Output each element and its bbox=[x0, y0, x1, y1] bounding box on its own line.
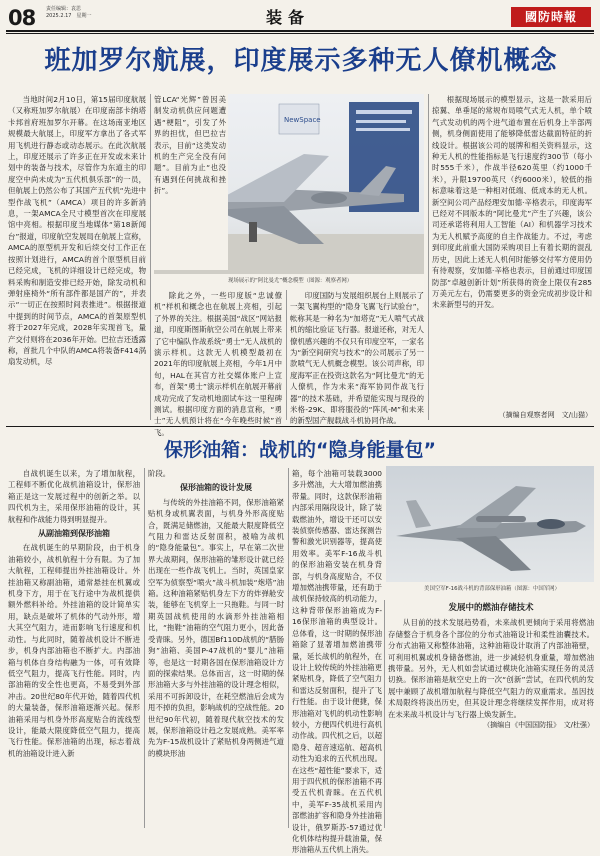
article1-col2-top: 管LCA“光辉”曾因美制发动机供应问题遭遇“梗阻”，引发了外界的担忧，但巴拉吉表示，目前“这类发动机的生产完全没有问题”。目前为止“也没有遇到任何挑战和挫折”。 bbox=[154, 94, 228, 270]
column-divider bbox=[286, 290, 287, 420]
date-line: 2025.2.17 星期一 bbox=[46, 13, 92, 19]
article2-col2: 阶段。 保形油箱的设计发展 与传统的外挂油箱不同，保形油箱紧贴机身或机翼表面，与机身外形高度贴合，既满足储燃油，又能最大限度降低空气阻力和雷达反射面积，被喻为战机的“隐身能量包”。事实上，早在第二次世界大战期间，保形油箱的雏形设计就已经出现在一些作战飞机上。当时，英国皇家空军为侦察型“喷火”战斗机加装“炮塔”油箱。这种油箱紧贴机身左下方的炸弹舱安装，能够在飞机穿上一只拖鞋。与同一时期英国战机使用的水滴形外挂油箱相比，“拖鞋”油箱的空气阻力更小，因此备受青睐。另外，德国Bf110D战机的“腊肠狗”油箱、美国P-47战机的“婴儿”油箱等，也是这一时期各国在保形油箱设计方面的探索结果。总体而言，这一时期的保形油箱大多与外挂油箱的设计理念相似，采用不可拆卸设计，在耗空燃油后会成为甩不掉的负担，影响战机的空战性能。20世纪90年代初，随着现代航空技术的发展，保形油箱设计趋之发展成熟。美军率先为F-15战机设计了紧贴机身两侧进气道的模块形油 bbox=[148, 469, 284, 758]
article1-col4: 根据现场展示的模型显示，这是一款采用后掠翼、单垂尾的常规布局喷气式无人机，单个喷气式发动机的两个进气道布置在后机身上半部两侧，机身侧面使用了能够降低雷达截面特征的折线设计。根据该公司的展牌和相关资料显示，这种无人机的性能指标是飞行速度约300节（每小时555千米），作战半径620英里（约1000千米），升限19700英尺（约6000米），较低的指标意味着这是一种相对低端、低成本的无人机。新空间公司产品经理安加德·辛格表示，印度海军已经对不同版本的“阿比曼尤”产生了兴趣，该公司还承诺将利用人工智能（AI）和机器学习技术为无人机赋予高度的自主作战能力。不过，考虑到印度此前重大国防采购项目上有着长期的混乱历史，因此上述无人机何时能够交付军方使用仍有待观察，安加德·辛格也表示，目前通过印度国防部“卓越创新计划”所获得的资金上限仅有285万美元左右，仍需要更多的资金完成初步设计和未来新型号的开发。 bbox=[432, 95, 592, 310]
section-title: 装备 bbox=[266, 8, 311, 27]
article2-col3: 箱，每个油箱可装载3000多升燃油，大大增加燃油携带量。同时，这款保形油箱内部采用隔段设计，除了装载燃油外，增设干还可以安装侦察传感器、雷达探测告警和激光识别器等，提高使用效率。美军F-16战斗机的保形油箱安装在机身背部，与机身高度贴合，不仅增加燃油携带量，还有助于战机保持较高的机动能力，这种背带保形油箱成为F-16保形油箱的典型设计。总体看，这一时期的保形油箱除了显著增加燃油携带量，延长战机的航程外，在设计上较传统的外挂油箱更紧贴机身，降低了空气阻力和雷达反射面积，提升了飞行性能。由于设计便捷，保形油箱对飞机的机动性影响较小，方便四代机进行高机动作战。四代机之后，以超隐身、超音速巡航、超高机动性为追求的五代机出现。在这些“超性能”要求下，适用于四代机的保形油箱不再受五代机青睐。在五代机中，美军F-35战机采用内部燃油扩容和隐身外挂油箱设计，俄罗斯苏-57通过优化机体结构提升载油量，保形油箱从五代机上消失。 bbox=[292, 469, 382, 855]
drone-photo-caption: 现场展示的“阿比曼尤”概念模型（图源：观察者网） bbox=[228, 278, 353, 284]
article1-col1: 当地时间2月10日，第15届印度航展（又称班加罗尔航展）在印度南部卡纳塔卡邦首府班加罗尔开幕。在这场南亚地区规模最大航展上，印度军方拿出了各式军用飞机进行静态或动态展示。在此次航展上，印度还展示了许多正在开发或未来计划中的装备与技术，尽管作为东道主的印度空中尚未成为“五代机俱乐部”的一员，但航展上仍然公布了其国产五代机“先进中型作战飞机”（AMCA）项目的许多新消息，一架AMCA全尺寸模型首次在印度展馆中亮相。根据印度当地媒体“第18新闻台”报道，印度航空发展局在航展上宣称，AMCA的原型机开发和后续交付工作正在按照计划进行，AMCA的首个原型机目前已经完成，飞机的详细设计已经完成，物料采购和制造安排已经开始，除发动机和弹射座椅外“所有部件都是国产的”，并表示“一切正在按照时间表推进”。根据报道中提到的时间节点，AMCA的首架原型机将于2027年完成，2028年实现首飞，量产交付则将在2036年开始。巴拉吉还透露称，首批几个中队的AMCA将装备F414涡扇发动机，尽 bbox=[8, 95, 146, 367]
column-divider bbox=[288, 468, 289, 828]
svg-text:NewSpace: NewSpace bbox=[284, 116, 321, 124]
column-divider bbox=[144, 468, 145, 828]
f16-photo bbox=[386, 466, 594, 582]
header-rule-thin bbox=[6, 33, 594, 34]
masthead-logo: 國防時報 bbox=[511, 7, 591, 27]
section-divider bbox=[6, 426, 594, 427]
article1-credit: （摘编自观察者网 文/山猫） bbox=[498, 411, 592, 419]
headline-airshow: 班加罗尔航展，印度展示多种无人僚机概念 bbox=[44, 46, 558, 76]
article2-col4: 发展中的燃油存储技术 从目前的技术发展趋势看，未来战机更倾向于采用将燃油存储整合于机身各个部位的分布式油箱设计和柔性油囊技术。分布式油箱又称整体油箱，这种油箱设计取消了内部油箱壁，可利用机翼或机身储备燃油，进一步减轻机身重量，增加燃油携带量。另外，无人机如尝试通过模块化油箱实现任务的灵活切换。保形油箱是航空史上的一次“创新”尝试，在四代机的发展中兼顾了战机增加航程与降低空气阻力的双重需求。虽因技术局限终将淡出历史，但其设计理念将继续发挥作用，成对将在未来战斗机设计与飞行器上焕发新生。 （摘编自《中国国防报》 文/杜强） bbox=[388, 600, 594, 835]
column-divider bbox=[428, 94, 429, 420]
article2-credit: （摘编自《中国国防报》 文/杜强） bbox=[483, 721, 594, 730]
header-meta bbox=[46, 6, 91, 20]
column-divider bbox=[384, 600, 385, 828]
article1-col2-bottom: 除此之外，一些印度版“忠诚僚机”样机和概念也在航展上亮相，引起了外界的关注。根据美国“战区”网站报道，印度斯图斯航空公司在航展上带来了它中编队作战系统“勇士”无人战机的演示样机。这款无人机模型最初在2021年的印度航展上亮相，今年1月中旬，HAL在其官方社交媒体账户上宣布，首架“勇士”演示样机在航展开幕前成功完成了发动机地面试车这一里程碑测试。根据印度方面的消息宣称，“勇士”无人机预计将在“今年晚些时候”首飞。 bbox=[154, 291, 282, 437]
subheading-drop-tank: 从副油箱到保形油箱 bbox=[38, 529, 110, 539]
subheading-design-development: 保形油箱的设计发展 bbox=[180, 483, 252, 493]
editor-line: 责任编辑：袁思 bbox=[46, 6, 82, 12]
f16-image bbox=[386, 466, 594, 582]
f16-photo-caption: 美国空军F-16战斗机的背部保形油箱（图源：中国军网） bbox=[424, 586, 560, 592]
subheading-fuel-storage: 发展中的燃油存储技术 bbox=[448, 603, 534, 613]
article1-col3: 印度国防与发展组织展台上则展示了一架飞翼构型的“隐身飞翼飞行试验台”，帐称其是一种名为“加塔克”无人喷气式战机的缩比验证飞行器。报道还称，对无人僚机感兴趣的不仅只有印度空军，一家名为“新空间研究与技术”的公司展示了另一款喷气无人机概念模型。该公司声称，印度海军正在投资这款名为“阿比曼尤”的无人僚机，作为未来“海军协同作战飞行器”的技术基础，并希望能实现与现役的米格-29K、即将服役的“阵风-M”和未来的新型国产舰载战斗机协同作战。 bbox=[290, 291, 424, 426]
column-divider bbox=[150, 94, 151, 420]
headline-conformal-tank: 保形油箱：战机的“隐身能量包” bbox=[164, 439, 436, 461]
page-number: 08 bbox=[8, 6, 36, 30]
article2-col1: 自战机诞生以来，为了增加航程，工程师不断优化战机油箱设计，保形油箱正是这一发展过程中的创新之举。以四代机为主，采用保形油箱的设计，其航程和作战能力得到明显提升。 从副油箱到保形油箱 在战机诞生的早期阶段，由于机身油箱较小，战机航程十分有限。为了加大航程，工程师提出外挂油箱设计。外挂油箱又称副油箱，通常悬挂在机翼或机身下方，用于在飞行途中为战机提供额外燃料补给。外挂油箱的设计简单实用，缺点是破坏了机体的气动外形，增大其空气阻力，进而影响飞行速度和机动性。与此同时，随着战机设计不断进步，机身内部油箱也不断扩大。内部油箱与机体自身结构融为一体，可有效降低空气阻力，提高飞行性能。同时，内部油箱的安全性也更高，不易受到外部冲击。20世纪80年代开始，随着四代机的大量装备，保形油箱逐渐兴起。保形油箱采用与机身外形高度贴合的流线型设计，能最大限度降低空气阻力，提高飞行性能。保形油箱的出现，标志着战机的油箱设计进入新 bbox=[8, 469, 140, 758]
header-rule bbox=[6, 30, 594, 32]
